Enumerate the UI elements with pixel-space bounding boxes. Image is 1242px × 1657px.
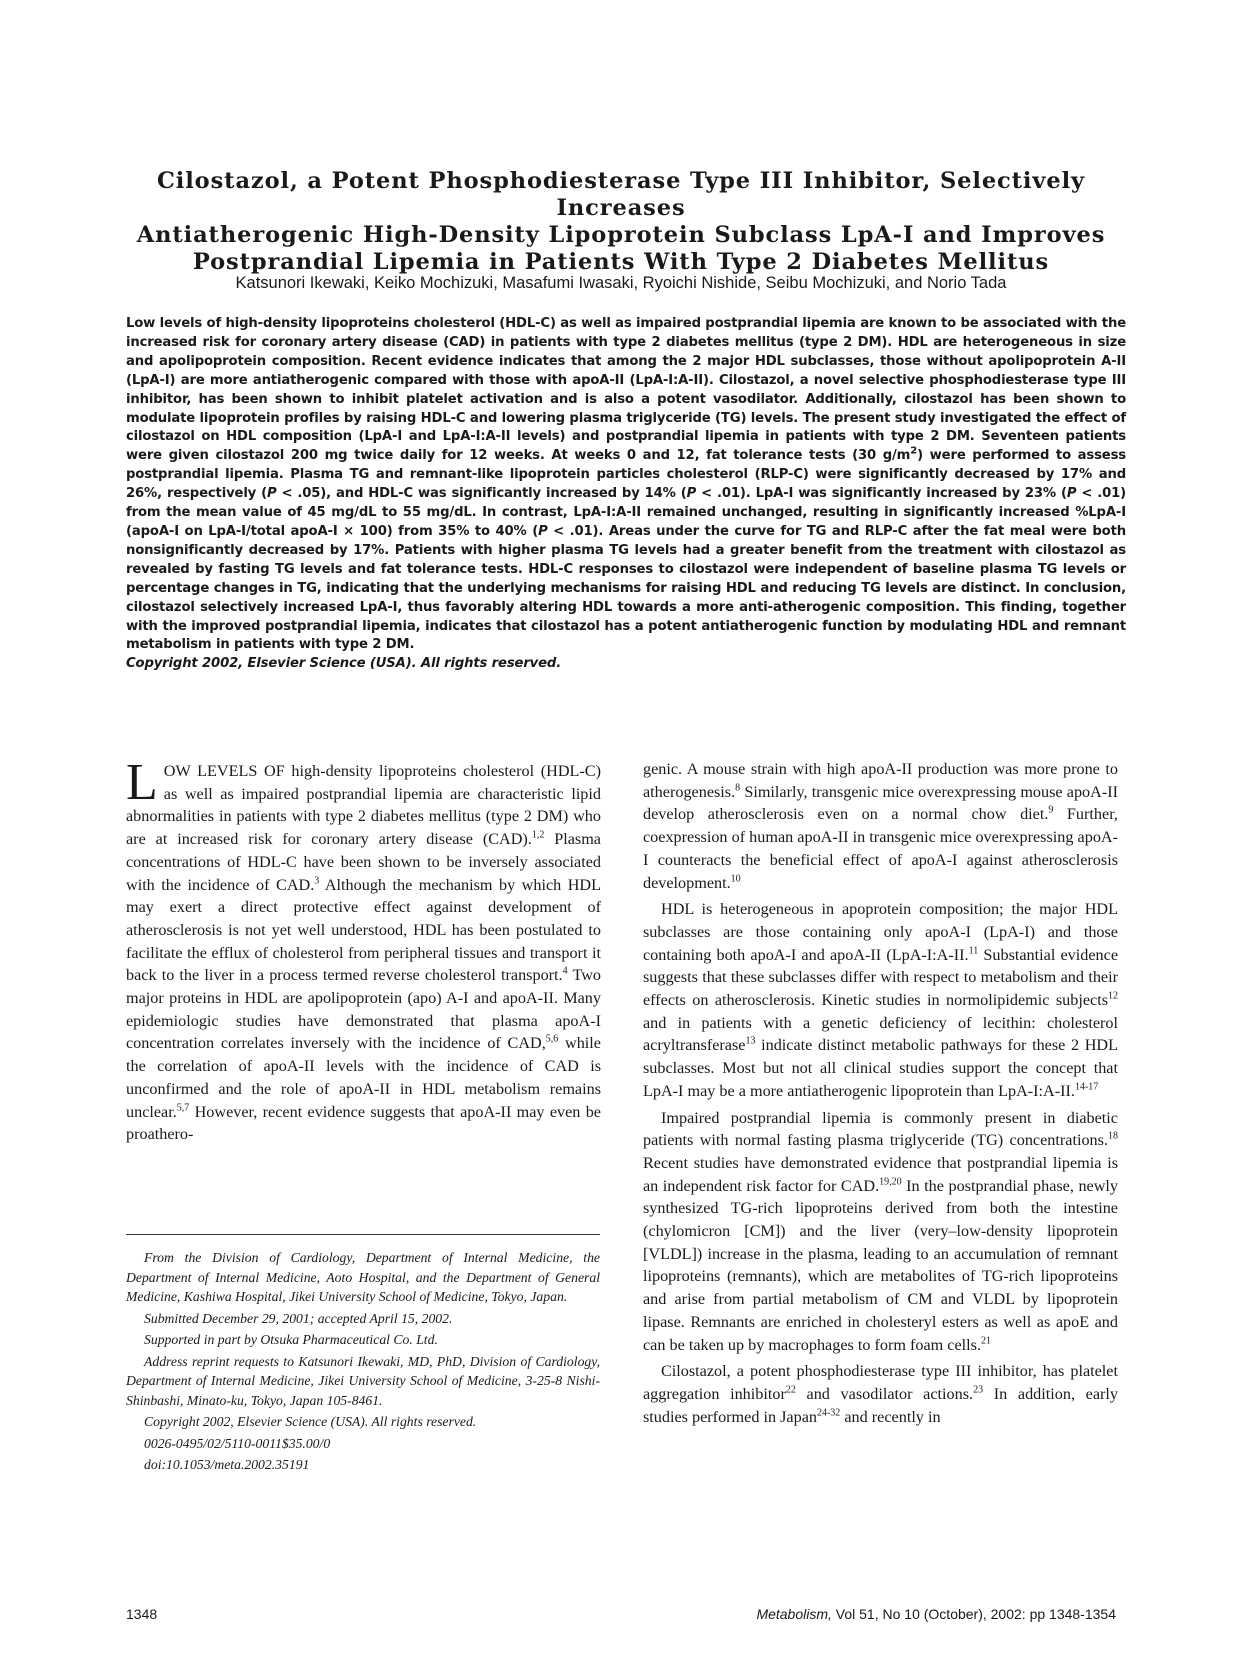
citation: 5,7 xyxy=(176,1102,190,1114)
citation: 23 xyxy=(973,1384,984,1396)
citation: 10 xyxy=(730,873,741,885)
body-text: However, recent evidence suggests that apoA-II may even be proathero- xyxy=(126,1102,601,1144)
journal-name: Metabolism, xyxy=(756,1606,832,1622)
body-text: In addition, early studies performed in Japan xyxy=(643,1384,1119,1426)
footnote-support: Supported in part by Otsuka Pharmaceutical Co. Ltd. xyxy=(144,1332,438,1347)
title-line-1: Cilostazol, a Potent Phosphodiesterase Type III Inhibitor, Selectively Increases xyxy=(156,168,1085,221)
abstract xyxy=(126,315,1126,674)
footnote-address: Address reprint requests to Katsunori Ikewaki, MD, PhD, Division of Cardiology, Department of Internal Medicine, Jikei University School of Medicine, 3-25-8 Nishi-Shinbashi, Minato-ku, Tokyo, Japan 105-8461. xyxy=(126,1353,600,1408)
body-text: HDL is heterogeneous in apoprotein composition; the major HDL subclasses are those containing only apoA-I (LpA-I) and those containing both apoA-I and apoA-II (LpA-I:A-II. xyxy=(643,900,1118,964)
citation: 11 xyxy=(968,945,979,957)
citation: 21 xyxy=(981,1335,992,1347)
citation: 5,6 xyxy=(545,1034,559,1046)
drop-cap: L xyxy=(126,754,158,811)
abstract-text-6: < .01). Areas under the curve for TG and RLP-C after the fat meal were both nonsignificantly decreased by 17%. Patients with higher plasma TG levels had a greater benefit from the treatment with cilostazol as revealed by fasting TG levels and fat tolerance tests. HDL-C responses to cilostazol were independent of baseline plasma TG levels or percentage changes in TG, indicating that the underlying mechanisms for raising HDL and reducing TG levels are distinct. In conclusion, cilostazol selectively increased LpA-I, thus favorably altering HDL towards a more anti-atherogenic composition. This finding, together with the improved postprandial lipemia, indicates that cilostazol has a potent antiatherogenic function by modulating HDL and remnant metabolism in patients with type 2 DM. xyxy=(126,523,1126,653)
body-text: Similarly, transgenic mice overexpressing mouse apoA-II develop atherosclerosis even on a normal chow diet. xyxy=(643,782,1118,824)
abstract-text-1: Low levels of high-density lipoproteins cholesterol (HDL-C) as well as impaired postprandial lipemia are known to be associated with the increased risk for coronary artery disease (CAD) in patients with type 2 diabetes mellitus (type 2 DM). HDL are heterogeneous in size and apolipoprotein composition. Recent evidence indicates that among the 2 major HDL subclasses, those without apolipoprotein A-II (LpA-I) are more antiatherogenic compared with those with apoA-II (LpA-I:A-II). Cilostazol, a novel selective phosphodiesterase type III inhibitor, has been shown to inhibit platelet activation and is also a potent vasodilator. Additionally, cilostazol has been shown to modulate lipoprotein profiles by raising HDL-C and lowering plasma triglyceride (TG) levels. The present study investigated the effect of cilostazol on HDL composition (LpA-I and LpA-I:A-II levels) and postprandial lipemia in patients with type 2 DM. Seventeen patients were given cilostazol 200 mg twice daily for 12 weeks. At weeks 0 and 12, fat tolerance tests (30 g/m xyxy=(126,316,1126,464)
citation: 24-32 xyxy=(816,1407,841,1419)
body-paragraph xyxy=(643,898,1118,1102)
citation: 4 xyxy=(562,965,568,977)
body-text: Plasma concentrations of HDL-C have been shown to be inversely associated with the incidence of CAD. xyxy=(126,830,601,894)
footnote-submitted: Submitted December 29, 2001; accepted April 15, 2002. xyxy=(144,1310,453,1326)
p-value-symbol: P xyxy=(538,523,548,539)
body-text: genic. A mouse strain with high apoA-II production was more prone to atherogenesis. xyxy=(643,760,1118,801)
body-text: Impaired postprandial lipemia is commonly present in diabetic patients with normal fasting plasma triglyceride (TG) concentrations. xyxy=(643,1108,1118,1150)
body-text: OW LEVELS OF high-density lipoproteins cholesterol (HDL-C) as well as impaired postprandial lipemia are characteristic lipid abnormalities in patients with type 2 diabetes mellitus (type 2 DM) who are at increased risk for coronary artery disease (CAD). xyxy=(126,762,601,849)
citation: 18 xyxy=(1108,1130,1118,1142)
citation: 14-17 xyxy=(1074,1081,1099,1093)
body-text: Substantial evidence suggests that these subclasses differ with respect to metabolism and their effects on atherosclerosis. Kinetic studies in normolipidemic subjects xyxy=(643,945,1119,1010)
citation: 9 xyxy=(1048,805,1054,817)
footnote-issn: 0026-0495/02/5110-0011$35.00/0 xyxy=(144,1435,331,1451)
page-number: 1348 xyxy=(126,1606,158,1622)
title-line-2: Antiatherogenic High-Density Lipoprotein Subclass LpA-I and Improves xyxy=(136,222,1106,248)
body-column-left xyxy=(126,754,602,1146)
body-text: Cilostazol, a potent phosphodiesterase type III inhibitor, has platelet aggregation inhibitor xyxy=(643,1362,1118,1403)
citation: 3 xyxy=(314,875,320,887)
citation: 8 xyxy=(735,782,741,794)
author-list: Katsunori Ikewaki, Keiko Mochizuki, Masafumi Iwasaki, Ryoichi Nishide, Seibu Mochizuki, and Norio Tada xyxy=(235,274,1007,292)
abstract-text-2: ) were performed to assess postprandial lipemia. Plasma TG and remnant-like lipoprotein particles cholesterol (RLP-C) were significantly decreased by 17% and 26%, respectively ( xyxy=(126,448,1126,502)
article-title xyxy=(100,168,1142,276)
citation: 13 xyxy=(745,1036,756,1048)
abstract-copyright: Copyright 2002, Elsevier Science (USA). All rights reserved. xyxy=(126,656,562,672)
body-column-right xyxy=(643,758,1118,1428)
body-text: In the postprandial phase, newly synthesized TG-rich lipoproteins derived from both the intestine (chylomicron [CM]) and the liver (very–low-density lipoprotein [VLDL]) increase in the plasma, leading to an accumulation of remnant lipoproteins (remnants), which are metabolites of TG-rich lipoproteins and arise from partial metabolism of CM and VLDL by lipoprotein lipase. Remnants are enriched in cholesteryl esters as well as apoE and can be taken up by macrophages to form foam cells. xyxy=(643,1176,1119,1354)
p-value-symbol: P xyxy=(266,486,277,502)
body-paragraph xyxy=(126,754,602,1146)
p-value-symbol: P xyxy=(1066,486,1077,502)
body-text: and in patients with a genetic deficiency of lecithin: cholesterol acryltransferase xyxy=(643,1013,1118,1055)
abstract-text-4: < .01). LpA-I was significantly increased by 23% ( xyxy=(696,486,1067,502)
citation: 12 xyxy=(1108,990,1118,1002)
body-paragraph xyxy=(643,758,1118,894)
body-text: Recent studies have demonstrated evidence that postprandial lipemia is an independent risk factor for CAD. xyxy=(643,1153,1118,1195)
body-text: and recently in xyxy=(840,1407,941,1426)
abstract-text-5: < .01) from the mean value of 45 mg/dL to 55 mg/dL. In contrast, LpA-I:A-II remained unchanged, resulting in significantly increased %LpA-I (apoA-I on LpA-I/total apoA-I × 100) from 35% to 40% ( xyxy=(126,486,1126,539)
superscript-2: 2 xyxy=(910,445,918,457)
body-text: while the correlation of apoA-II levels with the incidence of CAD is unconfirmed and the role of apoA-II in HDL metabolism remains unclear. xyxy=(126,1034,601,1121)
body-text: and vasodilator actions. xyxy=(795,1384,974,1403)
footnote-copyright: Copyright 2002, Elsevier Science (USA). All rights reserved. xyxy=(144,1414,477,1429)
abstract-text-3: < .05), and HDL-C was significantly increased by 14% ( xyxy=(276,486,687,502)
citation: 1,2 xyxy=(531,829,545,841)
journal-citation xyxy=(756,1606,1116,1622)
citation: 22 xyxy=(785,1384,796,1396)
p-value-symbol: P xyxy=(686,486,697,502)
title-line-3: Postprandial Lipemia in Patients With Type 2 Diabetes Mellitus xyxy=(192,249,1050,275)
citation: 19,20 xyxy=(879,1176,902,1188)
footnote-affiliation: From the Division of Cardiology, Department of Internal Medicine, the Department of Internal Medicine, Aoto Hospital, and the Department of General Medicine, Kashiwa Hospital, Jikei University School of Medicine, Tokyo, Japan. xyxy=(126,1250,600,1304)
journal-details: Vol 51, No 10 (October), 2002: pp 1348-1354 xyxy=(831,1606,1116,1622)
body-text: indicate distinct metabolic pathways for these 2 HDL subclasses. Most but not all clinical studies support the concept that LpA-I may be a more antiatherogenic lipoprotein than LpA-I:A-II. xyxy=(643,1036,1118,1100)
body-text: Two major proteins in HDL are apolipoprotein (apo) A-I and apoA-II. Many epidemiologic studies have demonstrated that plasma apoA-I concentration correlates inversely with the incidence of CAD, xyxy=(126,966,601,1053)
body-paragraph xyxy=(643,1107,1118,1357)
footnote-doi: doi:10.1053/meta.2002.35191 xyxy=(144,1457,310,1472)
body-paragraph xyxy=(643,1360,1118,1428)
footnote-divider xyxy=(126,1234,600,1235)
footnote-block xyxy=(126,1248,600,1475)
body-text: Further, coexpression of human apoA-II in transgenic mice overexpressing apoA-I counteracts the beneficial effect of apoA-I against atherosclerosis development. xyxy=(643,805,1118,892)
body-text: Although the mechanism by which HDL may exert a direct protective effect against development of atherosclerosis is not yet well understood, HDL has been postulated to facilitate the efflux of cholesterol from peripheral tissues and transport it back to the liver in a process termed reverse cholesterol transport. xyxy=(126,875,602,985)
